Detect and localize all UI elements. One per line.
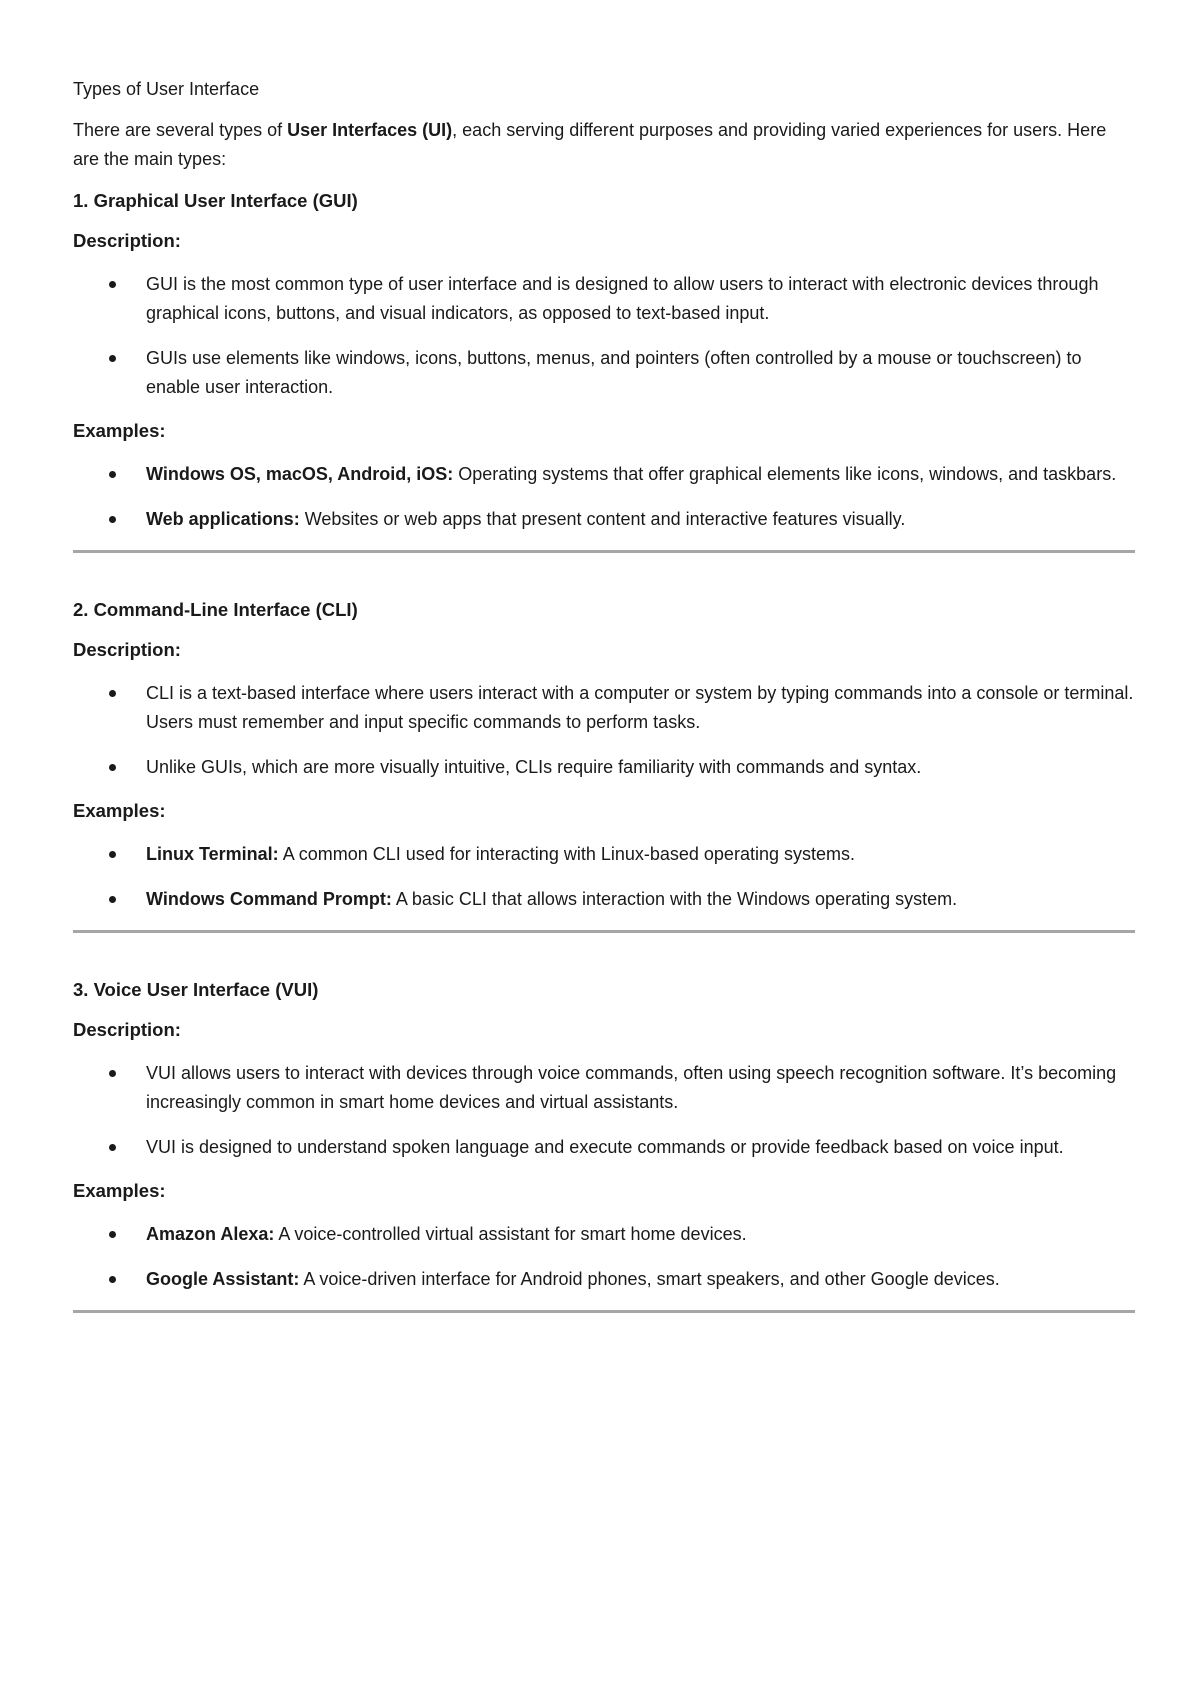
- list-item: [73, 460, 1135, 489]
- section-gui: [73, 188, 1135, 553]
- example-name: Windows OS, macOS, Android, iOS:: [146, 464, 454, 484]
- examples-label: Examples:: [73, 1180, 166, 1201]
- intro-text-start: There are several types of: [73, 120, 288, 140]
- horizontal-rule: [73, 930, 1135, 933]
- bullet-icon: [109, 1231, 116, 1238]
- list-item: [73, 270, 1135, 328]
- example-text: A voice-driven interface for Android phones, smart speakers, and other Google devices.: [299, 1269, 1000, 1289]
- intro-text-end: , each serving different purposes and providing varied experiences for users. Here are the main types:: [73, 120, 1107, 169]
- horizontal-rule: [73, 550, 1135, 553]
- list-item: [73, 1059, 1135, 1117]
- description-list: [73, 270, 1135, 402]
- list-item-text: Unlike GUIs, which are more visually intuitive, CLIs require familiarity with commands and syntax.: [146, 757, 922, 777]
- description-label: Description:: [73, 1019, 181, 1040]
- examples-list: [73, 460, 1135, 534]
- examples-list: [73, 1220, 1135, 1294]
- example-name: Windows Command Prompt:: [146, 889, 392, 909]
- list-item: [73, 840, 1135, 869]
- list-item-text: GUI is the most common type of user interface and is designed to allow users to interact with electronic devices through graphical icons, buttons, and visual indicators, as opposed to text-based input.: [146, 274, 1099, 323]
- section-cli: [73, 597, 1135, 933]
- example-text: A common CLI used for interacting with Linux-based operating systems.: [278, 844, 855, 864]
- examples-label: Examples:: [73, 420, 166, 441]
- intro-text-bold: User Interfaces (UI): [287, 120, 453, 140]
- bullet-icon: [109, 690, 116, 697]
- bullet-icon: [109, 851, 116, 858]
- list-item: [73, 885, 1135, 914]
- section-vui: [73, 977, 1135, 1313]
- example-name: Amazon Alexa:: [146, 1224, 275, 1244]
- example-text: A basic CLI that allows interaction with the Windows operating system.: [391, 889, 958, 909]
- section-heading: 2. Command-Line Interface (CLI): [73, 599, 358, 620]
- description-list: [73, 679, 1135, 782]
- example-text: A voice-controlled virtual assistant for smart home devices.: [274, 1224, 747, 1244]
- example-text: Operating systems that offer graphical elements like icons, windows, and taskbars.: [453, 464, 1117, 484]
- section-heading: 1. Graphical User Interface (GUI): [73, 190, 358, 211]
- description-list: [73, 1059, 1135, 1162]
- list-item: [73, 679, 1135, 737]
- intro-paragraph: [73, 116, 1135, 174]
- section-heading: 3. Voice User Interface (VUI): [73, 979, 319, 1000]
- examples-label: Examples:: [73, 800, 166, 821]
- bullet-icon: [109, 471, 116, 478]
- list-item: [73, 505, 1135, 534]
- list-item-text: GUIs use elements like windows, icons, buttons, menus, and pointers (often controlled by a mouse or touchscreen) to enable user interaction.: [146, 348, 1082, 397]
- example-name: Linux Terminal:: [146, 844, 279, 864]
- bullet-icon: [109, 516, 116, 523]
- list-item-text: VUI is designed to understand spoken language and execute commands or provide feedback based on voice input.: [146, 1137, 1064, 1157]
- document-title: Types of User Interface: [73, 79, 260, 99]
- bullet-icon: [109, 896, 116, 903]
- description-label: Description:: [73, 230, 181, 251]
- example-name: Google Assistant:: [146, 1269, 300, 1289]
- list-item: [73, 753, 1135, 782]
- example-name: Web applications:: [146, 509, 300, 529]
- list-item-text: VUI allows users to interact with devices through voice commands, often using speech recognition software. It’s becoming increasingly common in smart home devices and virtual assistants.: [146, 1063, 1117, 1112]
- list-item: [73, 1265, 1135, 1294]
- document-page: [73, 76, 1135, 1357]
- bullet-icon: [109, 1070, 116, 1077]
- bullet-icon: [109, 1276, 116, 1283]
- list-item-text: CLI is a text-based interface where users interact with a computer or system by typing commands into a console or terminal. Users must remember and input specific commands to perform tasks.: [146, 683, 1134, 732]
- bullet-icon: [109, 1144, 116, 1151]
- examples-list: [73, 840, 1135, 914]
- example-text: Websites or web apps that present content and interactive features visually.: [299, 509, 906, 529]
- description-label: Description:: [73, 639, 181, 660]
- bullet-icon: [109, 764, 116, 771]
- horizontal-rule: [73, 1310, 1135, 1313]
- bullet-icon: [109, 281, 116, 288]
- list-item: [73, 1220, 1135, 1249]
- list-item: [73, 344, 1135, 402]
- bullet-icon: [109, 355, 116, 362]
- list-item: [73, 1133, 1135, 1162]
